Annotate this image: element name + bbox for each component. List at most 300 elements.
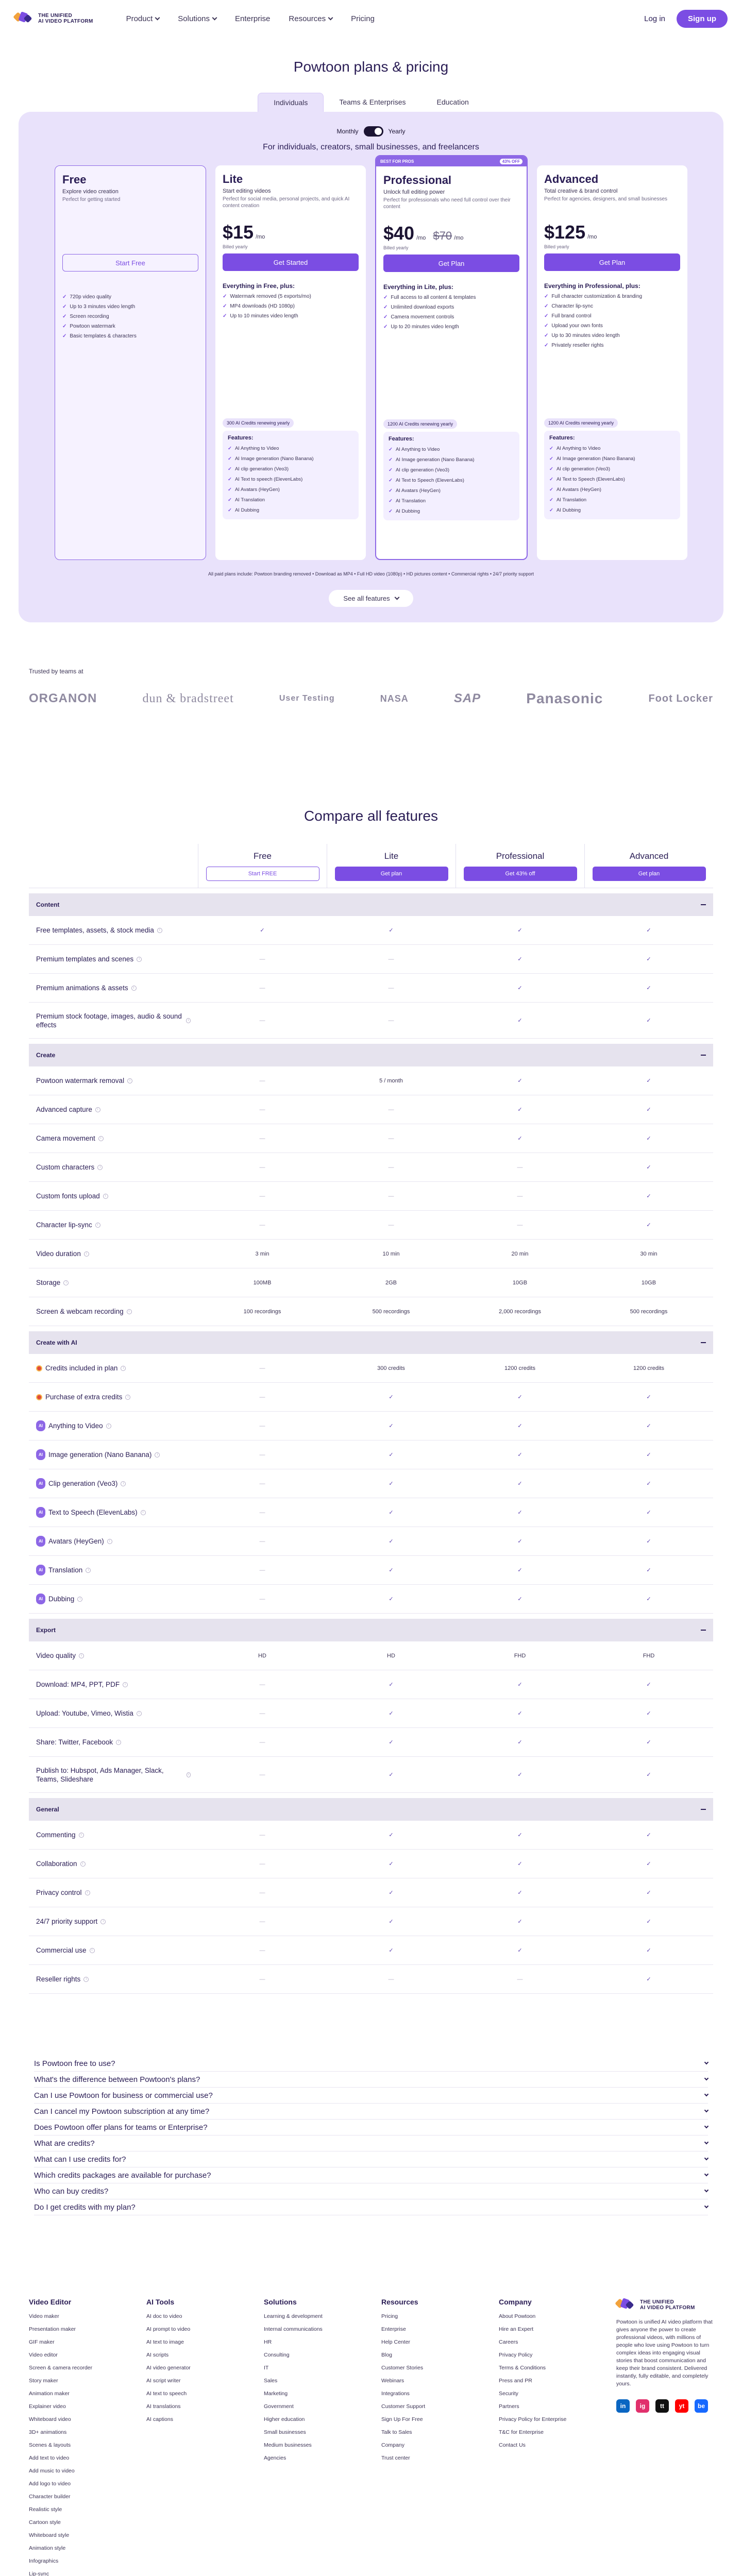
compare-row-label: [29, 1163, 198, 1172]
footer-link[interactable]: GIF maker: [29, 2339, 55, 2345]
plan-name: Lite: [223, 173, 243, 185]
footer-link[interactable]: AI prompt to video: [146, 2326, 191, 2332]
compare-section-header[interactable]: [29, 1619, 713, 1641]
compare-cell: ✓: [646, 1538, 651, 1545]
compare-cell: ✓: [517, 1510, 522, 1516]
footer-link[interactable]: Add text to video: [29, 2455, 70, 2461]
logo[interactable]: [14, 11, 93, 26]
compare-row: [29, 1907, 713, 1936]
info-icon[interactable]: i: [103, 1194, 108, 1199]
compare-feature-name: Commercial use: [36, 1946, 87, 1954]
footer-link[interactable]: Character builder: [29, 2494, 71, 2500]
info-icon[interactable]: i: [186, 1018, 191, 1023]
compare-cell: ✓: [517, 1423, 522, 1429]
footer-link[interactable]: AI text to speech: [146, 2391, 187, 2397]
compare-cell: ✓: [389, 1861, 394, 1867]
footer-link[interactable]: Sales: [264, 2378, 278, 2384]
plan-description: Perfect for social media, personal projects, and quick AI content creation: [223, 196, 350, 209]
footer-link[interactable]: HR: [264, 2339, 272, 2345]
billing-toggle[interactable]: [364, 126, 383, 137]
footer-link[interactable]: Company: [381, 2442, 404, 2448]
nav-pricing[interactable]: Pricing: [351, 14, 375, 23]
plan-feature: ✓ MP4 downloads (HD 1080p): [223, 303, 359, 309]
chevron-down-icon: [704, 2076, 709, 2080]
compare-cell: ✓: [646, 1890, 651, 1896]
compare-cell: —: [259, 1710, 265, 1717]
footer-link[interactable]: AI script writer: [146, 2378, 181, 2384]
see-all-wrap: [55, 590, 687, 607]
footer: [0, 2298, 742, 2576]
compare-cell: ✓: [517, 927, 522, 934]
compare-cell: 10GB: [641, 1279, 656, 1286]
compare-cell: ✓: [646, 1832, 651, 1838]
faq-list: [34, 2056, 708, 2215]
info-icon[interactable]: i: [157, 928, 162, 933]
plan-feature: ✓ Up to 10 minutes video length: [223, 313, 359, 319]
behance-icon[interactable]: be: [695, 2399, 708, 2413]
info-icon[interactable]: i: [95, 1223, 100, 1228]
compare-row-label: [29, 1221, 198, 1229]
signup-button[interactable]: Sign up: [677, 10, 728, 28]
footer-link[interactable]: AI text to image: [146, 2339, 184, 2345]
footer-link[interactable]: Enterprise: [381, 2326, 406, 2332]
footer-link[interactable]: Animation maker: [29, 2391, 70, 2397]
footer-link[interactable]: Trust center: [381, 2455, 410, 2461]
top-nav: [0, 0, 742, 37]
info-icon[interactable]: i: [125, 1395, 130, 1400]
info-icon[interactable]: i: [155, 1452, 160, 1458]
compare-cell: ✓: [517, 1567, 522, 1573]
compare-cell: —: [388, 956, 394, 962]
compare-cell: —: [388, 1164, 394, 1171]
brand-logo-dnb: dun & bradstreet: [142, 691, 234, 705]
compare-cell: —: [388, 1976, 394, 1982]
compare-row: [29, 1757, 713, 1793]
compare-cell: ✓: [646, 1452, 651, 1458]
chevron-down-icon: [704, 2092, 709, 2096]
compare-cell: —: [259, 1135, 265, 1142]
compare-get-plan-button[interactable]: Get plan: [593, 867, 706, 881]
get-plan-button[interactable]: Get Plan: [383, 255, 519, 272]
compare-cell: ✓: [389, 1947, 394, 1954]
start-free-button[interactable]: Start Free: [62, 254, 198, 272]
footer-link[interactable]: Privacy Policy for Enterprise: [499, 2416, 567, 2422]
compare-cell: HD: [258, 1652, 266, 1659]
footer-link[interactable]: Consulting: [264, 2352, 290, 2358]
compare-cell: —: [388, 1135, 394, 1142]
compare-cell: ✓: [517, 1919, 522, 1925]
ai-credits-badge: 300 AI Credits renewing yearly: [223, 418, 294, 428]
collapse-icon[interactable]: [701, 1630, 706, 1631]
footer-link[interactable]: Partners: [499, 2403, 519, 2410]
billing-monthly-label: Monthly: [336, 128, 359, 135]
info-icon[interactable]: i: [86, 1568, 91, 1573]
compare-row: [29, 1821, 713, 1850]
footer-link[interactable]: AI doc to video: [146, 2313, 182, 2319]
tiktok-icon[interactable]: tt: [655, 2399, 669, 2413]
compare-row-label: [29, 1478, 198, 1489]
tab-education[interactable]: Education: [436, 98, 469, 106]
compare-cell: 3 min: [255, 1250, 269, 1257]
compare-feature-name: Premium animations & assets: [36, 984, 128, 992]
compare-row: [29, 1498, 713, 1527]
best-for-pros-ribbon: [376, 156, 527, 166]
compare-feature-name: Image generation (Nano Banana): [48, 1451, 152, 1459]
faq-item[interactable]: [34, 2183, 708, 2199]
ai-credits-badge: 1200 AI Credits renewing yearly: [383, 419, 457, 429]
powtoon-logo-icon: [616, 2298, 636, 2312]
footer-link[interactable]: Terms & Conditions: [499, 2365, 546, 2371]
collapse-icon[interactable]: [701, 1342, 706, 1343]
social-links: [616, 2399, 713, 2413]
footer-link[interactable]: Agencies: [264, 2455, 286, 2461]
footer-link[interactable]: Video editor: [29, 2352, 58, 2358]
price-row: [62, 222, 198, 243]
billed-note: Billed yearly: [223, 244, 248, 249]
info-icon[interactable]: i: [127, 1309, 132, 1314]
old-price-period: /mo: [454, 235, 464, 241]
footer-link[interactable]: Infographics: [29, 2558, 59, 2564]
footer-link[interactable]: Small businesses: [264, 2429, 306, 2435]
footer-link[interactable]: AI translations: [146, 2403, 181, 2410]
footer-link[interactable]: Talk to Sales: [381, 2429, 412, 2435]
plan-feature: ✓ Up to 30 minutes video length: [544, 333, 680, 338]
footer-link[interactable]: Learning & development: [264, 2313, 323, 2319]
footer-link[interactable]: Add logo to video: [29, 2481, 71, 2487]
toggle-knob-icon: [375, 128, 382, 135]
compare-cell: —: [259, 1222, 265, 1228]
ai-feature: ✓ AI Avatars (HeyGen): [389, 488, 514, 494]
price-row: [223, 222, 359, 242]
compare-cell: 10GB: [512, 1279, 528, 1286]
faq-item[interactable]: [34, 2056, 708, 2072]
faq-item[interactable]: [34, 2072, 708, 2088]
compare-feature-name: Advanced capture: [36, 1106, 92, 1113]
info-icon[interactable]: i: [80, 1861, 86, 1867]
compare-cell: ✓: [389, 1452, 394, 1458]
faq-item[interactable]: [34, 2199, 708, 2215]
compare-cell: ✓: [389, 1538, 394, 1545]
compare-cell: ✓: [517, 1078, 522, 1084]
ai-feature: ✓ AI Anything to Video: [228, 446, 353, 451]
compare-feature-name: Custom fonts upload: [36, 1192, 100, 1200]
compare-get-discount-button[interactable]: Get 43% off: [464, 867, 577, 881]
info-icon[interactable]: i: [83, 1977, 89, 1982]
compare-feature-name: Privacy control: [36, 1889, 82, 1896]
faq-item[interactable]: [34, 2120, 708, 2136]
compare-cell: ✓: [646, 1193, 651, 1199]
chevron-down-icon: [704, 2156, 709, 2160]
footer-column: [381, 2298, 499, 2576]
footer-link[interactable]: Press and PR: [499, 2378, 532, 2384]
nav-solutions[interactable]: [178, 14, 216, 23]
compare-cell: ✓: [646, 1596, 651, 1602]
nav-actions: [644, 10, 728, 28]
compare-row: [29, 1936, 713, 1965]
ai-badge: AI: [36, 1536, 45, 1547]
chevron-down-icon: [394, 595, 399, 600]
info-icon[interactable]: i: [77, 1597, 82, 1602]
faq-item[interactable]: [34, 2151, 708, 2167]
footer-link[interactable]: AI captions: [146, 2416, 173, 2422]
faq-item[interactable]: [34, 2136, 708, 2151]
footer-link[interactable]: Customer Support: [381, 2403, 426, 2410]
footer-link[interactable]: Add music to video: [29, 2468, 75, 2474]
compare-section-header[interactable]: [29, 1331, 713, 1354]
info-icon[interactable]: i: [137, 957, 142, 962]
tab-teams-enterprises[interactable]: Teams & Enterprises: [339, 98, 406, 106]
compare-col-advanced: [584, 844, 713, 888]
footer-link[interactable]: Hire an Expert: [499, 2326, 534, 2332]
compare-section-header[interactable]: [29, 1044, 713, 1066]
logo-tagline: [640, 2299, 695, 2311]
plan-tagline: Explore video creation: [62, 189, 119, 195]
compare-row-label: [29, 1917, 198, 1926]
compare-cell: ✓: [646, 1772, 651, 1778]
page-title: Powtoon plans & pricing: [293, 59, 449, 75]
compare-feature-name: Avatars (HeyGen): [48, 1537, 104, 1545]
compare-cell: ✓: [389, 1832, 394, 1838]
nav-solutions-label: Solutions: [178, 14, 210, 23]
footer-link[interactable]: Screen & camera recorder: [29, 2365, 93, 2371]
compare-cell: —: [259, 985, 265, 991]
compare-row: [29, 945, 713, 974]
brand-logo-panasonic: Panasonic: [526, 690, 603, 706]
logo-tagline: [38, 13, 93, 24]
compare-cell: ✓: [517, 1710, 522, 1717]
compare-cell: —: [259, 1480, 265, 1487]
info-icon[interactable]: i: [137, 1711, 142, 1716]
compare-row-label: [29, 1507, 198, 1518]
compare-cell: ✓: [646, 1164, 651, 1171]
info-icon[interactable]: i: [141, 1510, 146, 1515]
credit-coin-icon: [36, 1365, 42, 1371]
compare-section-header[interactable]: [29, 893, 713, 916]
compare-feature-name: Video quality: [36, 1652, 76, 1659]
compare-cell: —: [388, 1193, 394, 1199]
footer-link[interactable]: Blog: [381, 2352, 393, 2358]
footer-link[interactable]: Video maker: [29, 2313, 59, 2319]
features-heading: Everything in Lite, plus:: [383, 283, 454, 291]
info-icon[interactable]: i: [84, 1251, 89, 1257]
compare-cell: ✓: [517, 1107, 522, 1113]
compare-cell: ✓: [389, 1510, 394, 1516]
chevron-down-icon: [328, 15, 333, 20]
footer-link[interactable]: Medium businesses: [264, 2442, 312, 2448]
plan-feature: ✓ Screen recording: [62, 314, 198, 319]
compare-cell: ✓: [389, 1682, 394, 1688]
footer-link[interactable]: Lip-sync: [29, 2571, 49, 2576]
faq-item[interactable]: [34, 2167, 708, 2183]
instagram-icon[interactable]: ig: [636, 2399, 649, 2413]
footer-link[interactable]: Cartoon style: [29, 2519, 61, 2526]
info-icon[interactable]: i: [123, 1682, 128, 1687]
compare-cell: ✓: [517, 1890, 522, 1896]
compare-feature-name: Premium templates and scenes: [36, 955, 134, 963]
compare-cell: ✓: [517, 1452, 522, 1458]
footer-link[interactable]: Whiteboard video: [29, 2416, 71, 2422]
compare-row-label: [29, 1738, 198, 1747]
info-icon[interactable]: i: [131, 986, 137, 991]
footer-link[interactable]: Security: [499, 2391, 518, 2397]
compare-cell: 300 credits: [377, 1365, 405, 1371]
footer-link[interactable]: About Powtoon: [499, 2313, 536, 2319]
compare-row-label: [29, 1859, 198, 1868]
collapse-icon[interactable]: [701, 904, 706, 905]
compare-section-title: General: [36, 1806, 59, 1813]
compare-row-label: [29, 1594, 198, 1604]
compare-section-title: Content: [36, 901, 60, 908]
plan-feature: ✓ Privately reseller rights: [544, 343, 680, 348]
tab-individuals[interactable]: Individuals: [258, 93, 324, 112]
compare-cell: —: [388, 1106, 394, 1113]
compare-cell: —: [388, 1017, 394, 1024]
nav-resources-label: Resources: [289, 14, 326, 23]
youtube-icon[interactable]: yt: [675, 2399, 688, 2413]
ai-credits-box: [544, 418, 680, 519]
footer-link[interactable]: Pricing: [381, 2313, 398, 2319]
chevron-down-icon: [704, 2140, 709, 2144]
compare-row: [29, 1850, 713, 1878]
compare-row-label: [29, 1134, 198, 1143]
compare-cell: ✓: [646, 1682, 651, 1688]
info-icon[interactable]: i: [106, 1423, 111, 1429]
footer-link[interactable]: 3D+ animations: [29, 2429, 67, 2435]
compare-row-label: [29, 1946, 198, 1955]
footer-link[interactable]: Animation style: [29, 2545, 66, 2551]
footer-link[interactable]: Higher education: [264, 2416, 305, 2422]
nav-product[interactable]: [126, 14, 160, 23]
info-icon[interactable]: i: [116, 1740, 121, 1745]
compare-cell: —: [388, 1222, 394, 1228]
footer-link[interactable]: Marketing: [264, 2391, 288, 2397]
compare-cell: ✓: [517, 1394, 522, 1400]
compare-cell: —: [517, 1976, 523, 1982]
get-plan-button[interactable]: Get Plan: [544, 253, 680, 271]
info-icon[interactable]: i: [127, 1078, 132, 1083]
compare-cell: —: [259, 1106, 265, 1113]
chevron-down-icon: [704, 2172, 709, 2176]
info-icon[interactable]: i: [107, 1539, 112, 1544]
footer-link[interactable]: Privacy Policy: [499, 2352, 533, 2358]
footer-link[interactable]: AI scripts: [146, 2352, 169, 2358]
compare-section-header[interactable]: [29, 1798, 713, 1821]
compare-cell: —: [259, 1451, 265, 1458]
info-icon[interactable]: i: [79, 1833, 84, 1838]
compare-row: [29, 1003, 713, 1039]
compare-cell: ✓: [646, 985, 651, 991]
footer-link[interactable]: Internal communications: [264, 2326, 323, 2332]
compare-cell: FHD: [514, 1652, 526, 1659]
footer-link[interactable]: Explainer video: [29, 2403, 66, 2410]
compare-row: [29, 1556, 713, 1585]
compare-cell: 100 recordings: [243, 1308, 281, 1315]
compare-feature-name: Free templates, assets, & stock media: [36, 926, 154, 934]
footer-link[interactable]: Realistic style: [29, 2506, 62, 2513]
footer-link[interactable]: Help Center: [381, 2339, 411, 2345]
info-icon[interactable]: i: [98, 1136, 104, 1141]
compare-cell: ✓: [389, 1567, 394, 1573]
compare-cell: —: [259, 1918, 265, 1925]
footer-logo[interactable]: [616, 2298, 713, 2312]
info-icon[interactable]: i: [85, 1890, 90, 1895]
compare-cell: ✓: [646, 927, 651, 934]
info-icon[interactable]: i: [121, 1366, 126, 1371]
info-icon[interactable]: i: [90, 1948, 95, 1953]
footer-link[interactable]: Sign Up For Free: [381, 2416, 423, 2422]
compare-section-title: Create: [36, 1052, 56, 1059]
faq-item[interactable]: [34, 2088, 708, 2104]
compare-feature-name: Character lip-sync: [36, 1221, 92, 1229]
footer-link[interactable]: Contact Us: [499, 2442, 526, 2448]
nav-resources[interactable]: [289, 14, 332, 23]
info-icon[interactable]: i: [97, 1165, 103, 1170]
features-heading: Everything in Professional, plus:: [544, 282, 640, 290]
info-icon[interactable]: i: [187, 1772, 191, 1777]
footer-link[interactable]: Whiteboard style: [29, 2532, 70, 2538]
audience-tabs: [0, 93, 742, 112]
billed-note: [62, 245, 198, 250]
compare-row: [29, 1383, 713, 1412]
nav-product-label: Product: [126, 14, 153, 23]
info-icon[interactable]: i: [121, 1481, 126, 1486]
info-icon[interactable]: i: [79, 1653, 84, 1658]
collapse-icon[interactable]: [701, 1055, 706, 1056]
login-button[interactable]: Log in: [644, 14, 665, 23]
footer-link[interactable]: Careers: [499, 2339, 518, 2345]
footer-link[interactable]: Government: [264, 2403, 294, 2410]
plan-feature: ✓ Upload your own fonts: [544, 323, 680, 329]
compare-cell: ✓: [389, 1772, 394, 1778]
compare-cell: 20 min: [511, 1250, 529, 1257]
compare-row-label: [29, 1565, 198, 1575]
see-all-features-button[interactable]: [329, 590, 413, 607]
compare-cell: ✓: [389, 1394, 394, 1400]
footer-link[interactable]: Customer Stories: [381, 2365, 424, 2371]
info-icon[interactable]: i: [100, 1919, 106, 1924]
plan-name: Advanced: [544, 173, 599, 185]
collapse-icon[interactable]: [701, 1809, 706, 1810]
linkedin-icon[interactable]: in: [616, 2399, 630, 2413]
footer-link[interactable]: AI video generator: [146, 2365, 191, 2371]
compare-start-free-button[interactable]: Start FREE: [206, 867, 319, 881]
logo-line-1: THE UNIFIED: [38, 13, 73, 19]
compare-feature-name: Translation: [48, 1566, 83, 1574]
footer-link[interactable]: T&C for Enterprise: [499, 2429, 544, 2435]
faq-item[interactable]: [34, 2104, 708, 2120]
get-started-button[interactable]: Get Started: [223, 253, 359, 271]
compare-get-plan-button[interactable]: Get plan: [335, 867, 448, 881]
ai-badge: AI: [36, 1565, 45, 1575]
info-icon[interactable]: i: [95, 1107, 100, 1112]
compare-feature-name: Video duration: [36, 1250, 81, 1258]
footer-link[interactable]: Integrations: [381, 2391, 410, 2397]
brand-logos: [29, 690, 713, 707]
footer-link[interactable]: Webinars: [381, 2378, 404, 2384]
footer-link[interactable]: Story maker: [29, 2378, 58, 2384]
info-icon[interactable]: i: [63, 1280, 69, 1285]
footer-link[interactable]: IT: [264, 2365, 269, 2371]
plan-feature: ✓ Watermark removed (5 exports/mo): [223, 294, 359, 299]
footer-link[interactable]: Presentation maker: [29, 2326, 76, 2332]
logo-line-1: THE UNIFIED: [640, 2299, 674, 2305]
plan-feature: ✓ Full access to all content & templates: [383, 295, 519, 300]
plan-cards: [55, 159, 687, 560]
footer-link[interactable]: Scenes & layouts: [29, 2442, 71, 2448]
compare-row: [29, 1699, 713, 1728]
compare-feature-name: Camera movement: [36, 1134, 95, 1142]
nav-enterprise[interactable]: Enterprise: [235, 14, 271, 23]
